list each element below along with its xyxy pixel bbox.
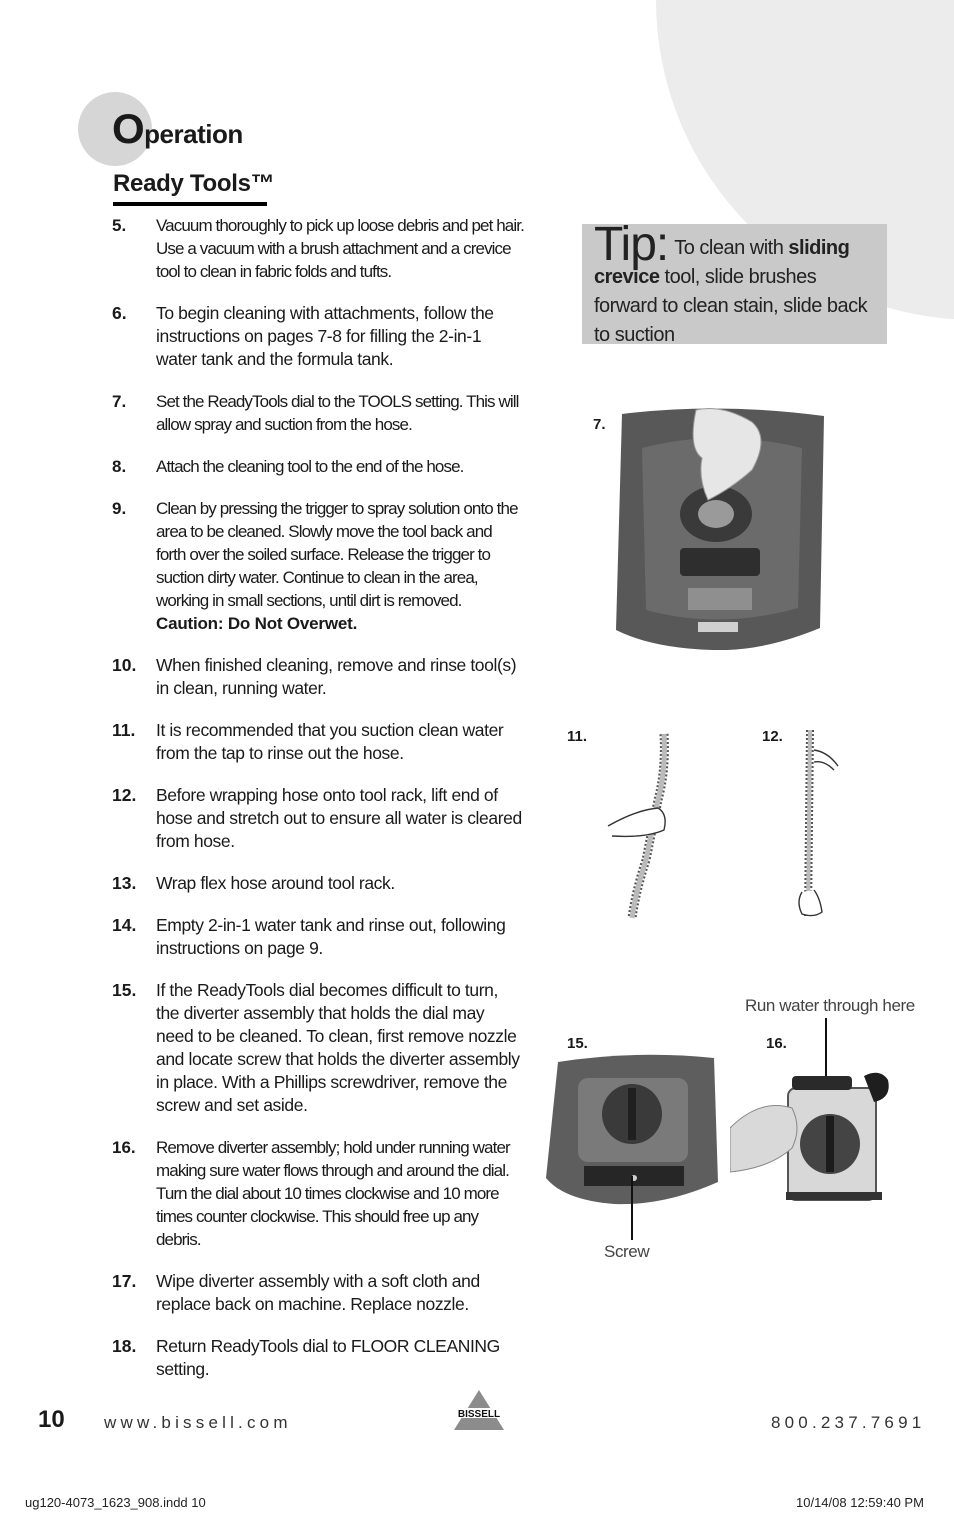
step-text: If the ReadyTools dial becomes difficult to turn, the diverter assembly that holds the dial may need to be cleaned. To clean, first remove nozzle and locate screw that holds the diverter assembly in place. With a Phillips screwdriver, remove the screw and set aside. bbox=[156, 980, 520, 1115]
footer-website: www.bissell.com bbox=[104, 1413, 292, 1432]
step-17 bbox=[112, 1270, 524, 1316]
step-number: 16. bbox=[112, 1138, 136, 1157]
screw-callout: Screw bbox=[604, 1242, 650, 1261]
step-15 bbox=[112, 979, 524, 1117]
step-text: Attach the cleaning tool to the end of the hose. bbox=[156, 457, 464, 476]
step-number: 12. bbox=[112, 785, 137, 805]
step-12 bbox=[112, 784, 524, 853]
hose-rinse-illustration bbox=[606, 730, 686, 920]
step-text: When finished cleaning, remove and rinse tool(s) in clean, running water. bbox=[156, 655, 517, 698]
step-number: 11. bbox=[112, 720, 136, 740]
step-number: 18. bbox=[112, 1336, 137, 1356]
step-6 bbox=[112, 302, 524, 371]
step-8 bbox=[112, 455, 524, 478]
cleaner-dial-photo bbox=[612, 408, 826, 650]
tip-box bbox=[582, 218, 887, 346]
figure-16-label: 16. bbox=[766, 1035, 787, 1052]
figure-15-label: 15. bbox=[567, 1035, 588, 1052]
bissell-logo-icon bbox=[450, 1388, 508, 1432]
step-5 bbox=[112, 214, 524, 283]
step-number: 17. bbox=[112, 1271, 137, 1291]
tip-text-post: tool, slide brushes forward to clean stain, slide back to suction bbox=[594, 266, 868, 346]
step-number: 5. bbox=[112, 216, 127, 235]
step-text: Clean by pressing the trigger to spray solution onto the area to be cleaned. Slowly move the tool back and forth over the soiled surface. Release the trigger to suction dirty water. Continue to clean in the area, working in small sections, until dirt is removed. bbox=[156, 499, 518, 610]
diverter-rinse-photo bbox=[730, 1068, 896, 1204]
page-number: 10 bbox=[38, 1406, 65, 1433]
figure-12-label: 12. bbox=[762, 728, 783, 745]
section-underline bbox=[113, 202, 267, 206]
step-text: Remove diverter assembly; hold under running water making sure water flows through and around the dial. Turn the dial about 10 times clockwise and 10 more times counter clockwise. This should free up any debris. bbox=[156, 1138, 510, 1249]
step-number: 14. bbox=[112, 915, 137, 935]
step-11 bbox=[112, 719, 524, 765]
caution-text: Caution: Do Not Overwet. bbox=[156, 614, 358, 633]
print-slug-date: 10/14/08 12:59:40 PM bbox=[796, 1495, 924, 1510]
step-number: 9. bbox=[112, 499, 127, 518]
figure-11-label: 11. bbox=[567, 728, 588, 745]
title-rest: peration bbox=[144, 119, 243, 149]
step-text: Set the ReadyTools dial to the TOOLS setting. This will allow spray and suction from the hose. bbox=[156, 392, 519, 434]
step-text: Vacuum thoroughly to pick up loose debris and pet hair. Use a vacuum with a brush attachment and a crevice tool to clean in fabric folds and tufts. bbox=[156, 216, 524, 281]
step-text: It is recommended that you suction clean water from the tap to rinse out the hose. bbox=[156, 720, 504, 763]
tip-text-pre: To clean with bbox=[674, 237, 789, 259]
step-text: Wrap flex hose around tool rack. bbox=[156, 873, 395, 893]
print-slug-file: ug120-4073_1623_908.indd 10 bbox=[25, 1495, 206, 1510]
step-number: 10. bbox=[112, 655, 137, 675]
step-text: Return ReadyTools dial to FLOOR CLEANING setting. bbox=[156, 1336, 500, 1379]
step-text: Before wrapping hose onto tool rack, lift end of hose and stretch out to ensure all water is cleared from hose. bbox=[156, 785, 522, 851]
footer-phone: 800.237.7691 bbox=[771, 1413, 926, 1432]
page-title bbox=[112, 105, 243, 152]
step-14 bbox=[112, 914, 524, 960]
step-number: 13. bbox=[112, 873, 137, 893]
tip-label: Tip: bbox=[594, 218, 669, 271]
step-text: To begin cleaning with attachments, follow the instructions on pages 7-8 for filling the 2-in-1 water tank and the formula tank. bbox=[156, 303, 494, 369]
step-13 bbox=[112, 872, 524, 895]
tip-bold-crevice: crevice bbox=[594, 266, 660, 288]
step-18 bbox=[112, 1335, 524, 1381]
step-10 bbox=[112, 654, 524, 700]
instruction-list bbox=[112, 214, 524, 1400]
hose-stretch-illustration bbox=[794, 726, 842, 920]
logo-text: BISSELL bbox=[457, 1409, 501, 1420]
step-16 bbox=[112, 1136, 524, 1251]
title-initial: O bbox=[112, 105, 145, 152]
run-water-callout: Run water through here bbox=[745, 996, 915, 1015]
step-number: 7. bbox=[112, 392, 127, 411]
section-title: Ready Tools™ bbox=[113, 170, 275, 197]
step-9 bbox=[112, 497, 524, 635]
step-number: 8. bbox=[112, 457, 127, 476]
step-number: 15. bbox=[112, 980, 137, 1000]
tip-bold-sliding: sliding bbox=[788, 237, 850, 259]
step-7 bbox=[112, 390, 524, 436]
step-text: Wipe diverter assembly with a soft cloth and replace back on machine. Replace nozzle. bbox=[156, 1271, 480, 1314]
step-number: 6. bbox=[112, 303, 127, 323]
figure-7-label: 7. bbox=[593, 416, 606, 433]
step-text: Empty 2-in-1 water tank and rinse out, following instructions on page 9. bbox=[156, 915, 506, 958]
step-body bbox=[156, 497, 524, 635]
screw-leader-line bbox=[631, 1176, 633, 1240]
